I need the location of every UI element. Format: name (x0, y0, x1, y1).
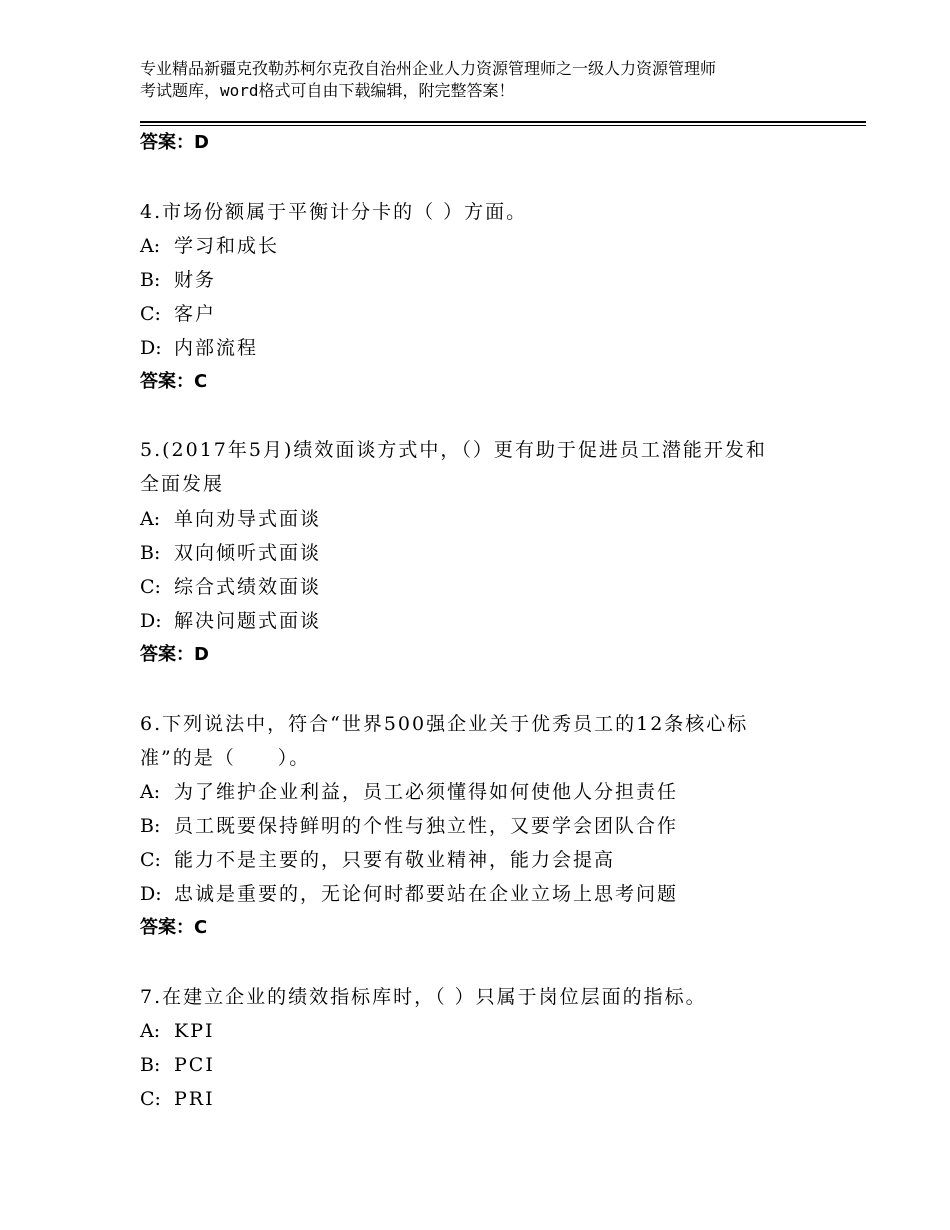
header-line-1: 专业精品新疆克孜勒苏柯尔克孜自治州企业人力资源管理师之一级人力资源管理师 (140, 59, 717, 78)
option-text: 单向劝导式面谈 (174, 508, 322, 530)
question-4-option-c (140, 301, 216, 327)
option-letter: B: (140, 542, 161, 564)
option-text: 忠诚是重要的，无论何时都要站在企业立场上思考问题 (174, 883, 679, 905)
option-text: 能力不是主要的，只要有敬业精神，能力会提高 (174, 849, 616, 871)
question-4-option-a (140, 233, 279, 259)
question-7-stem: 7.在建立企业的绩效指标库时，（ ）只属于岗位层面的指标。 (140, 986, 707, 1008)
question-4-stem: 4.市场份额属于平衡计分卡的（ ）方面。 (140, 201, 528, 223)
question-5-option-a (140, 506, 321, 532)
option-letter: B: (140, 1054, 161, 1076)
option-text: KPI (174, 1020, 215, 1042)
page-header (140, 58, 840, 102)
option-letter: C: (140, 303, 161, 325)
header-rule-thick (140, 121, 866, 123)
question-6-answer: 答案：C (140, 917, 208, 938)
question-4-option-b (140, 267, 216, 293)
question-5-option-b (140, 540, 321, 566)
option-text: 双向倾听式面谈 (174, 542, 322, 564)
question-6-option-a (140, 779, 678, 805)
option-text: 内部流程 (174, 337, 259, 359)
question-6-option-d (140, 881, 678, 907)
header-rule-thin (140, 125, 866, 126)
option-letter: A: (140, 508, 161, 530)
question-4-option-d (140, 335, 258, 361)
question-7-option-a (140, 1018, 214, 1044)
option-letter: C: (140, 576, 161, 598)
option-letter: D: (140, 610, 162, 632)
question-5-option-d (140, 608, 321, 634)
option-text: 为了维护企业利益，员工必须懂得如何使他人分担责任 (174, 781, 679, 803)
option-letter: D: (140, 337, 162, 359)
question-5-answer: 答案：D (140, 644, 209, 665)
question-7-option-b (140, 1052, 215, 1078)
option-text: PRI (174, 1088, 215, 1110)
header-line-2: 考试题库，word格式可自由下载编辑，附完整答案！ (140, 81, 515, 100)
question-5-option-c (140, 574, 321, 600)
question-6-option-b (140, 813, 678, 839)
option-letter: D: (140, 883, 162, 905)
option-text: 解决问题式面谈 (174, 610, 322, 632)
answer-q3: 答案：D (140, 132, 209, 153)
option-text: 员工既要保持鲜明的个性与独立性，又要学会团队合作 (174, 815, 679, 837)
question-4-answer: 答案：C (140, 371, 208, 392)
question-6-stem-line-2: 准”的是（ ）。 (140, 747, 311, 769)
question-5-stem-line-2: 全面发展 (140, 473, 225, 495)
option-letter: A: (140, 235, 161, 257)
option-letter: A: (140, 1020, 161, 1042)
option-text: 学习和成长 (174, 235, 280, 257)
option-text: 财务 (174, 269, 217, 291)
option-letter: B: (140, 815, 161, 837)
option-text: PCI (174, 1054, 215, 1076)
option-letter: A: (140, 781, 161, 803)
question-6-option-c (140, 847, 615, 873)
option-text: 客户 (174, 303, 217, 325)
option-letter: C: (140, 849, 161, 871)
option-letter: C: (140, 1088, 161, 1110)
option-letter: B: (140, 269, 161, 291)
question-7-option-c (140, 1086, 215, 1112)
option-text: 综合式绩效面谈 (174, 576, 322, 598)
question-6-stem-line-1: 6.下列说法中，符合“世界500强企业关于优秀员工的12条核心标 (140, 713, 749, 735)
question-5-stem-line-1: 5.(2017年5月)绩效面谈方式中，（）更有助于促进员工潜能开发和 (140, 439, 767, 461)
